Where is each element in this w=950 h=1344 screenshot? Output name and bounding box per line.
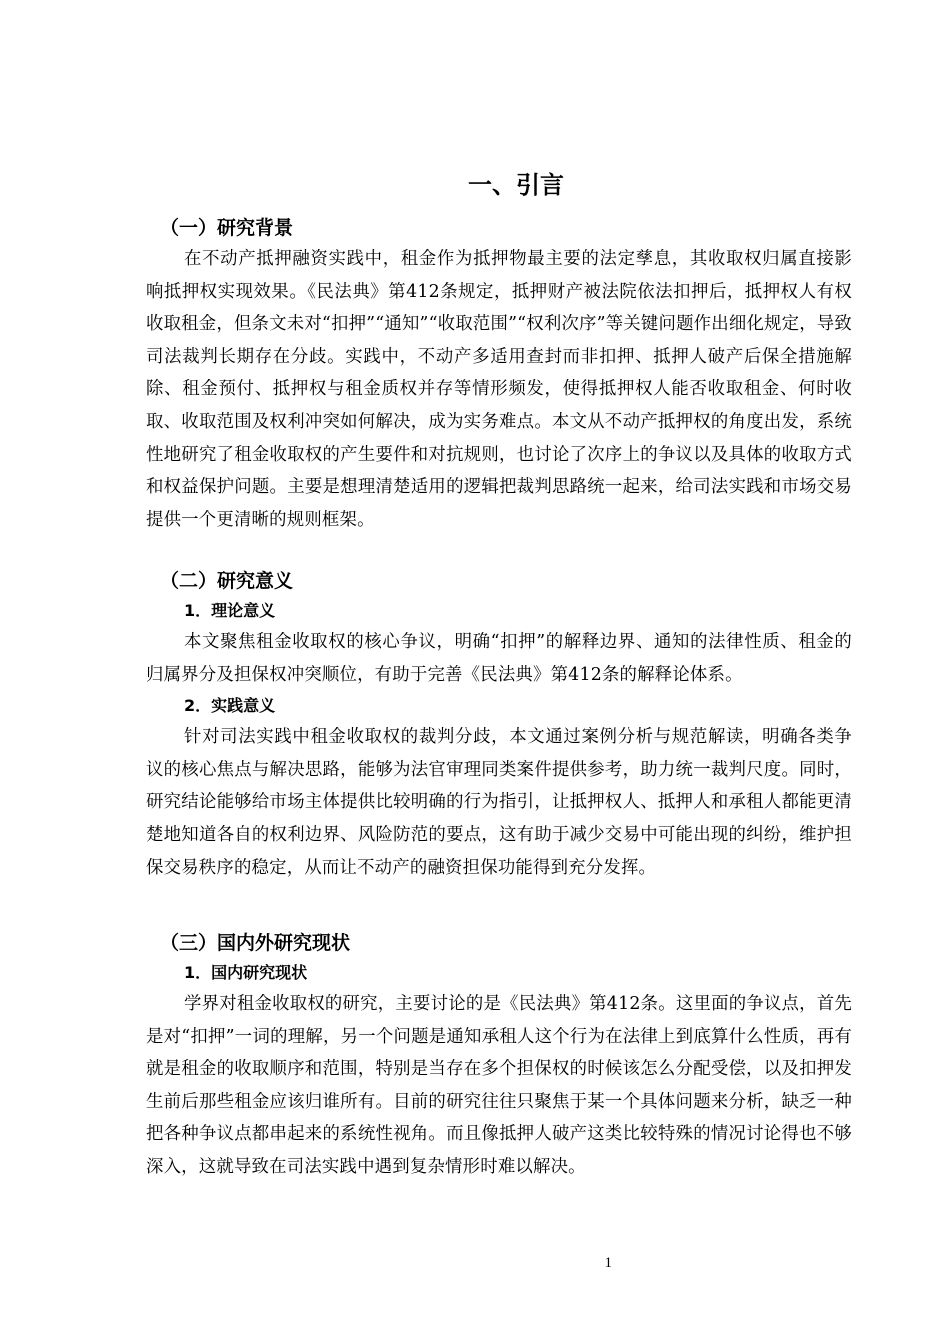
- body-paragraph: 学界对租金收取权的研究，主要讨论的是《民法典》第412条。这里面的争议点，首先是对“扣押”一词的理解，另一个问题是通知承租人这个行为在法律上到底算什么性质，再有就是租金的收取顺序和范围，特别是当存在多个担保权的时候该怎么分配受偿，以及扣押发生前后那些租金应该归谁所有。目前的研究往往只聚焦于某一个具体问题来分析，缺乏一种把各种争议点都串起来的系统性视角。而且像抵押人破产这类比较特殊的情况讨论得也不够深入，这就导致在司法实践中遇到复杂情形时难以解决。: [146, 994, 852, 1177]
- document-page: [146, 0, 852, 1344]
- page-number: 1: [604, 1255, 612, 1271]
- subsection-heading: 1．国内研究现状: [184, 963, 308, 982]
- subsection-heading: 2．实践意义: [184, 696, 276, 716]
- section-research-significance: [146, 566, 852, 884]
- body-paragraph: 针对司法实践中租金收取权的裁判分歧，本文通过案例分析与规范解读，明确各类争议的核心焦点与解决思路，能够为法官审理同类案件提供参考，助力统一裁判尺度。同时，研究结论能够给市场主体提供比较明确的行为指引，让抵押权人、抵押人和承租人都能更清楚地知道各自的权利边界、风险防范的要点，这有助于减少交易中可能出现的纠纷，维护担保交易秩序的稳定，从而让不动产的融资担保功能得到充分发挥。: [146, 727, 852, 878]
- section-heading: （二）研究意义: [160, 570, 294, 592]
- body-paragraph: 在不动产抵押融资实践中，租金作为抵押物最主要的法定孳息，其收取权归属直接影响抵押权实现效果。《民法典》第412条规定，抵押财产被法院依法扣押后，抵押权人有权收取租金，但条文未对“扣押”“通知”“收取范围”“权利次序”等关键问题作出细化规定，导致司法裁判长期存在分歧。实践中，不动产多适用查封而非扣押、抵押人破产后保全措施解除、租金预付、抵押权与租金质权并存等情形频发，使得抵押权人能否收取租金、何时收取、收取范围及权利冲突如何解决，成为实务难点。本文从不动产抵押权的角度出发，系统性地研究了租金收取权的产生要件和对抗规则，也讨论了次序上的争议以及具体的收取方式和权益保护问题。主要是想理清楚适用的逻辑把裁判思路统一起来，给司法实践和市场交易提供一个更清晰的规则框架。: [146, 249, 852, 530]
- body-paragraph: 本文聚焦租金收取权的核心争议，明确“扣押”的解释边界、通知的法律性质、租金的归属界分及担保权冲突顺位，有助于完善《民法典》第412条的解释论体系。: [146, 632, 852, 685]
- subsection-heading: 1．理论意义: [184, 601, 276, 620]
- section-heading: （一）研究背景: [160, 217, 294, 239]
- section-research-background: [146, 213, 852, 536]
- section-research-status: [146, 928, 852, 1184]
- chapter-title: 一、引言: [468, 171, 564, 199]
- section-heading: （三）国内外研究现状: [160, 932, 351, 954]
